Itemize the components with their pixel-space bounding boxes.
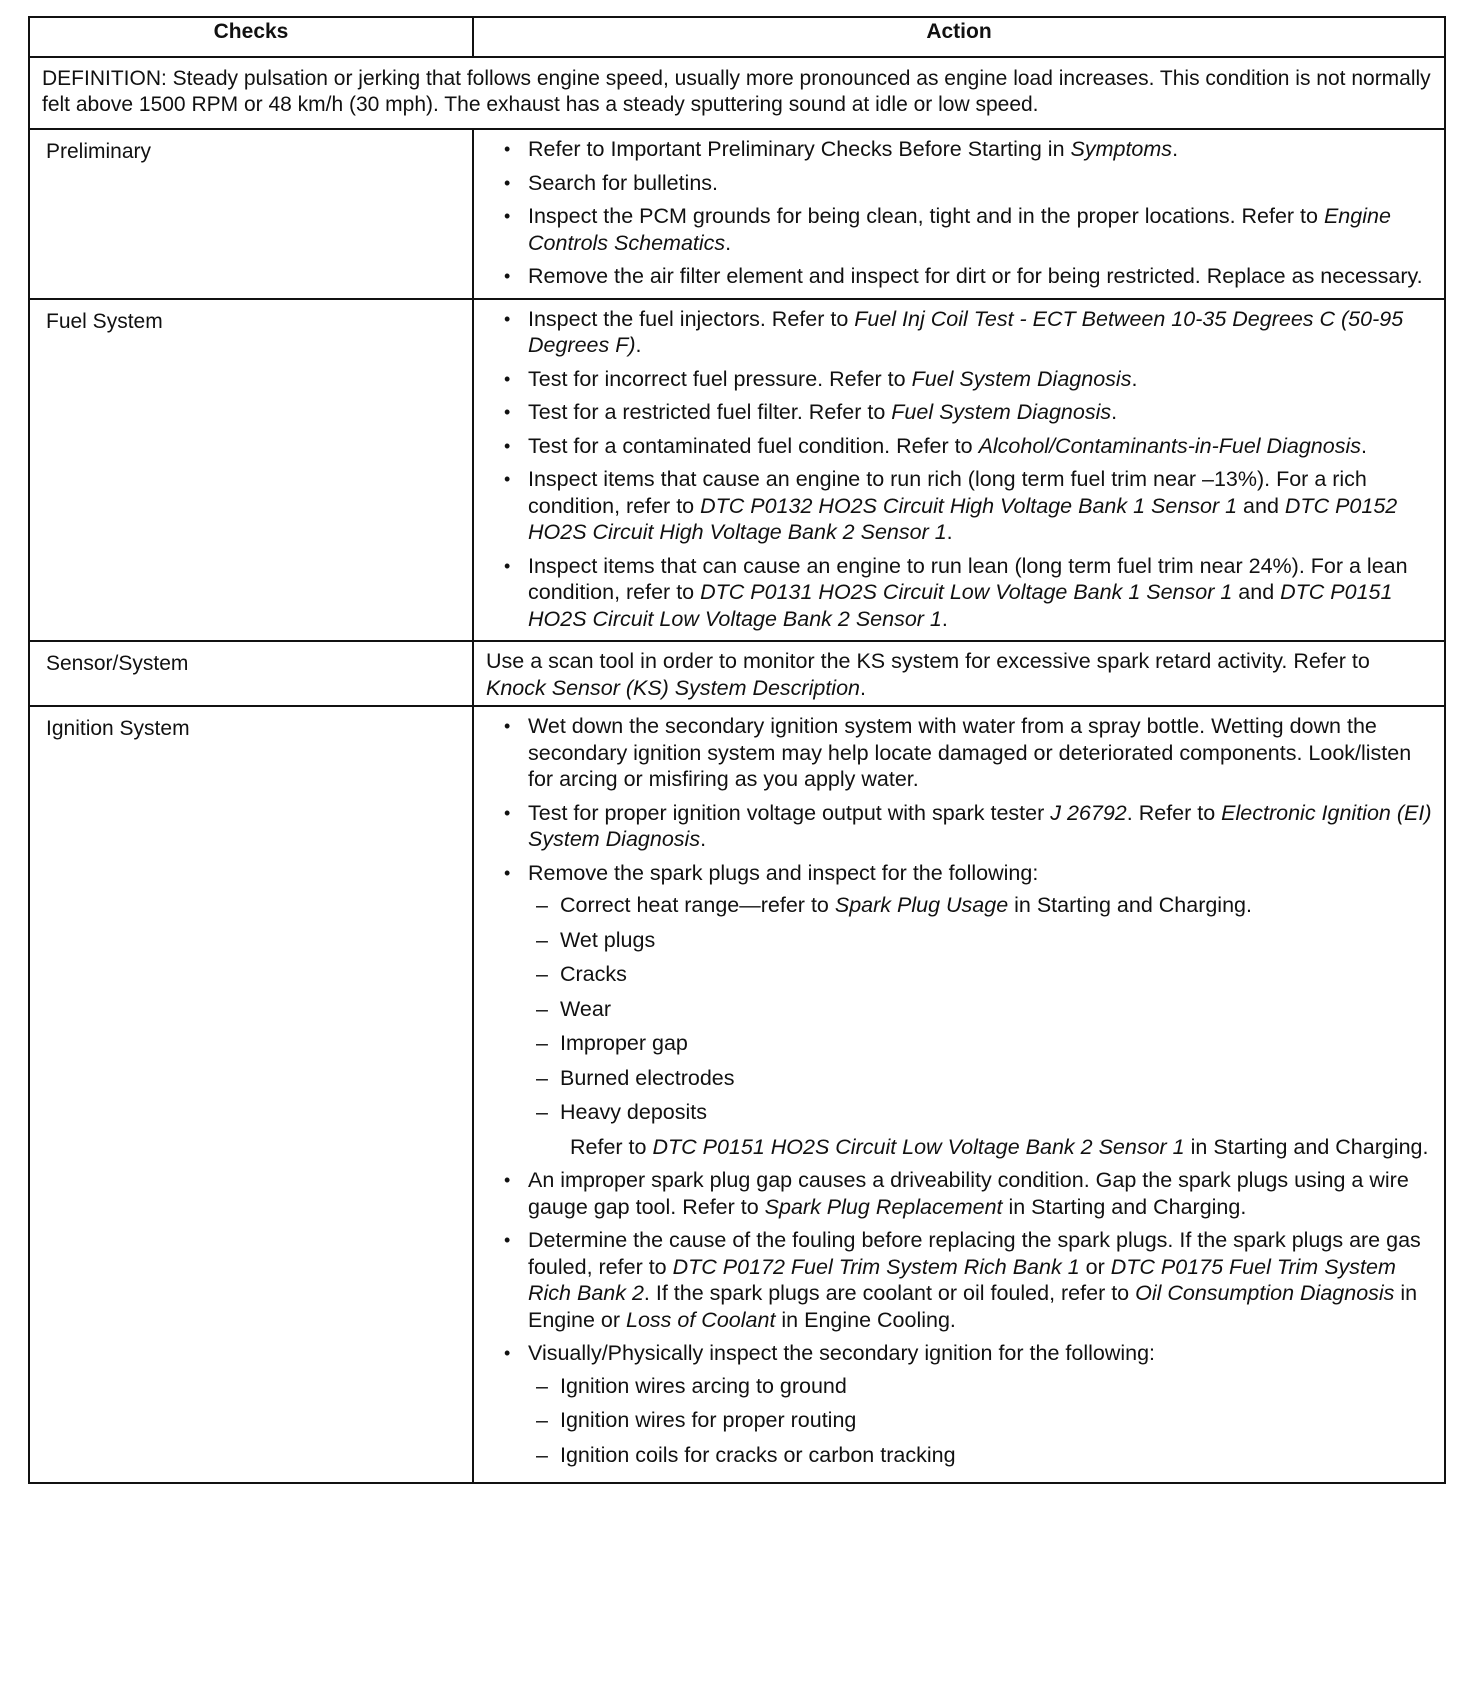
check-ignition-system: Ignition System (29, 706, 473, 1483)
sub-list-item: – Improper gap (536, 1031, 688, 1055)
dash-icon: – (536, 1031, 548, 1055)
dash-icon: – (536, 1442, 548, 1467)
check-preliminary: Preliminary (29, 129, 473, 299)
list-item: • Test for a contaminated fuel condition. Refer to Alcohol/Contaminants-in-Fuel Diagnosis. (504, 433, 1367, 458)
sub-list-item: – Wet plugs (536, 927, 656, 952)
header-row (29, 17, 1445, 57)
bullet-icon: • (504, 1170, 511, 1190)
action-cell (473, 299, 1445, 642)
check-sensor-system: Sensor/System (29, 641, 473, 706)
dash-icon: – (536, 1408, 548, 1432)
dash-icon: – (536, 1065, 548, 1090)
bullet-icon: • (504, 555, 511, 576)
dash-icon: – (536, 1373, 548, 1398)
list-item: • Inspect items that cause an engine to run rich (long term fuel trim near –13%). For a rich condition, refer to DTC P0132 HO2S Circuit High Voltage Bank 1 Sensor 1 and DTC P0152 HO2S Circuit High Voltage Bank 2 Sensor 1. (504, 467, 1398, 544)
bullet-icon: • (504, 368, 511, 389)
list-item: • Visually/Physically inspect the secondary ignition for the following: – Ignition wires arcing to ground – Ignition wires for proper routing – Ignition coils for cracks or carbon tracking (504, 1340, 1432, 1468)
bullet-icon: • (504, 266, 511, 286)
sub-list-item: – Ignition wires for proper routing (536, 1408, 857, 1432)
header-action: Action (473, 17, 1445, 57)
list-item: • Wet down the secondary ignition system with water from a spray bottle. Wetting down the secondary ignition system may help locate damaged or deteriorated components. Look/listen for arcing or misfiring as you apply water. (504, 714, 1412, 791)
diagnostic-table (28, 16, 1446, 1484)
list-item: • Test for a restricted fuel filter. Refer to Fuel System Diagnosis. (504, 400, 1118, 424)
list-item: • Determine the cause of the fouling before replacing the spark plugs. If the spark plugs are gas fouled, refer to DTC P0172 Fuel Trim System Rich Bank 1 or DTC P0175 Fuel Trim System Rich Bank 2. If the spark plugs are coolant or oil fouled, refer to Oil Consumption Diagnosis in Engine or Loss of Coolant in Engine Cooling. (504, 1228, 1421, 1332)
bullet-icon: • (504, 435, 511, 456)
sub-list-item: – Wear (536, 996, 611, 1021)
bullet-icon: • (504, 1230, 511, 1250)
bullet-icon: • (504, 1343, 511, 1363)
bullet-icon: • (504, 206, 511, 226)
bullet-icon: • (504, 402, 511, 422)
table-row (29, 641, 1445, 706)
sub-list-item: – Burned electrodes (536, 1065, 735, 1090)
table-row (29, 129, 1445, 299)
dash-icon: – (536, 1100, 548, 1124)
list-item: • Search for bulletins. (504, 170, 719, 195)
definition-text: DEFINITION: Steady pulsation or jerking that follows engine speed, usually more pronounced as engine load increases. This condition is not normally felt above 1500 RPM or 48 km/h (30 mph). The exhaust has a steady sputtering sound at idle or low speed. (29, 57, 1445, 129)
list-item: • Remove the spark plugs and inspect for the following: – Correct heat range—refer to Spark Plug Usage in Starting and Charging. – Wet plugs – Cracks – Wear – Improper gap – Burned electrodes – Heavy deposits Refer to DTC P0151 HO2S Circuit Low Voltage Bank 2 Sensor 1 in Starting and Charging. (504, 860, 1432, 1161)
list-item: • Inspect items that can cause an engine to run lean (long term fuel trim near 24%). For a lean condition, refer to DTC P0131 HO2S Circuit Low Voltage Bank 1 Sensor 1 and DTC P0151 HO2S Circuit Low Voltage Bank 2 Sensor 1. (504, 553, 1408, 631)
list-item: • Test for proper ignition voltage output with spark tester J 26792. Refer to Electronic Ignition (EI) System Diagnosis. (504, 800, 1432, 851)
header-checks: Checks (29, 17, 473, 57)
bullet-icon: • (504, 802, 511, 823)
bullet-icon: • (504, 862, 511, 883)
action-cell: Use a scan tool in order to monitor the KS system for excessive spark retard activity. Refer to Knock Sensor (KS) System Description. (473, 641, 1445, 706)
dash-icon: – (536, 962, 548, 986)
sub-list-item: – Correct heat range—refer to Spark Plug Usage in Starting and Charging. (536, 893, 1252, 917)
sub-list-item: – Ignition coils for cracks or carbon tracking (536, 1442, 956, 1467)
action-cell (473, 129, 1445, 299)
list-item: • Remove the air filter element and inspect for dirt or for being restricted. Replace as necessary. (504, 264, 1423, 288)
dash-icon: – (536, 996, 548, 1021)
sub-list-item: – Heavy deposits (536, 1100, 707, 1124)
list-item: • An improper spark plug gap causes a driveability condition. Gap the spark plugs using a wire gauge gap tool. Refer to Spark Plug Replacement in Starting and Charging. (504, 1168, 1409, 1219)
sub-list-item: – Cracks (536, 962, 627, 986)
list-item: • Inspect the PCM grounds for being clean, tight and in the proper locations. Refer to Engine Controls Schematics. (504, 204, 1391, 255)
sub-list-item: – Ignition wires arcing to ground (536, 1373, 847, 1398)
dash-icon: – (536, 927, 548, 952)
check-fuel-system: Fuel System (29, 299, 473, 642)
dash-icon: – (536, 893, 548, 917)
bullet-icon: • (504, 716, 511, 736)
bullet-icon: • (504, 469, 511, 489)
bullet-icon: • (504, 139, 511, 159)
reference-note: Refer to DTC P0151 HO2S Circuit Low Voltage Bank 2 Sensor 1 in Starting and Charging. (570, 1134, 1429, 1159)
list-item: • Inspect the fuel injectors. Refer to Fuel Inj Coil Test - ECT Between 10-35 Degrees C (50-95 Degrees F). (504, 306, 1404, 357)
bullet-icon: • (504, 308, 511, 329)
list-item: • Refer to Important Preliminary Checks Before Starting in Symptoms. (504, 137, 1179, 161)
action-cell (473, 706, 1445, 1483)
bullet-icon: • (504, 172, 511, 193)
table-row (29, 706, 1445, 1483)
definition-row (29, 57, 1445, 129)
table-row (29, 299, 1445, 642)
list-item: • Test for incorrect fuel pressure. Refer to Fuel System Diagnosis. (504, 366, 1138, 391)
